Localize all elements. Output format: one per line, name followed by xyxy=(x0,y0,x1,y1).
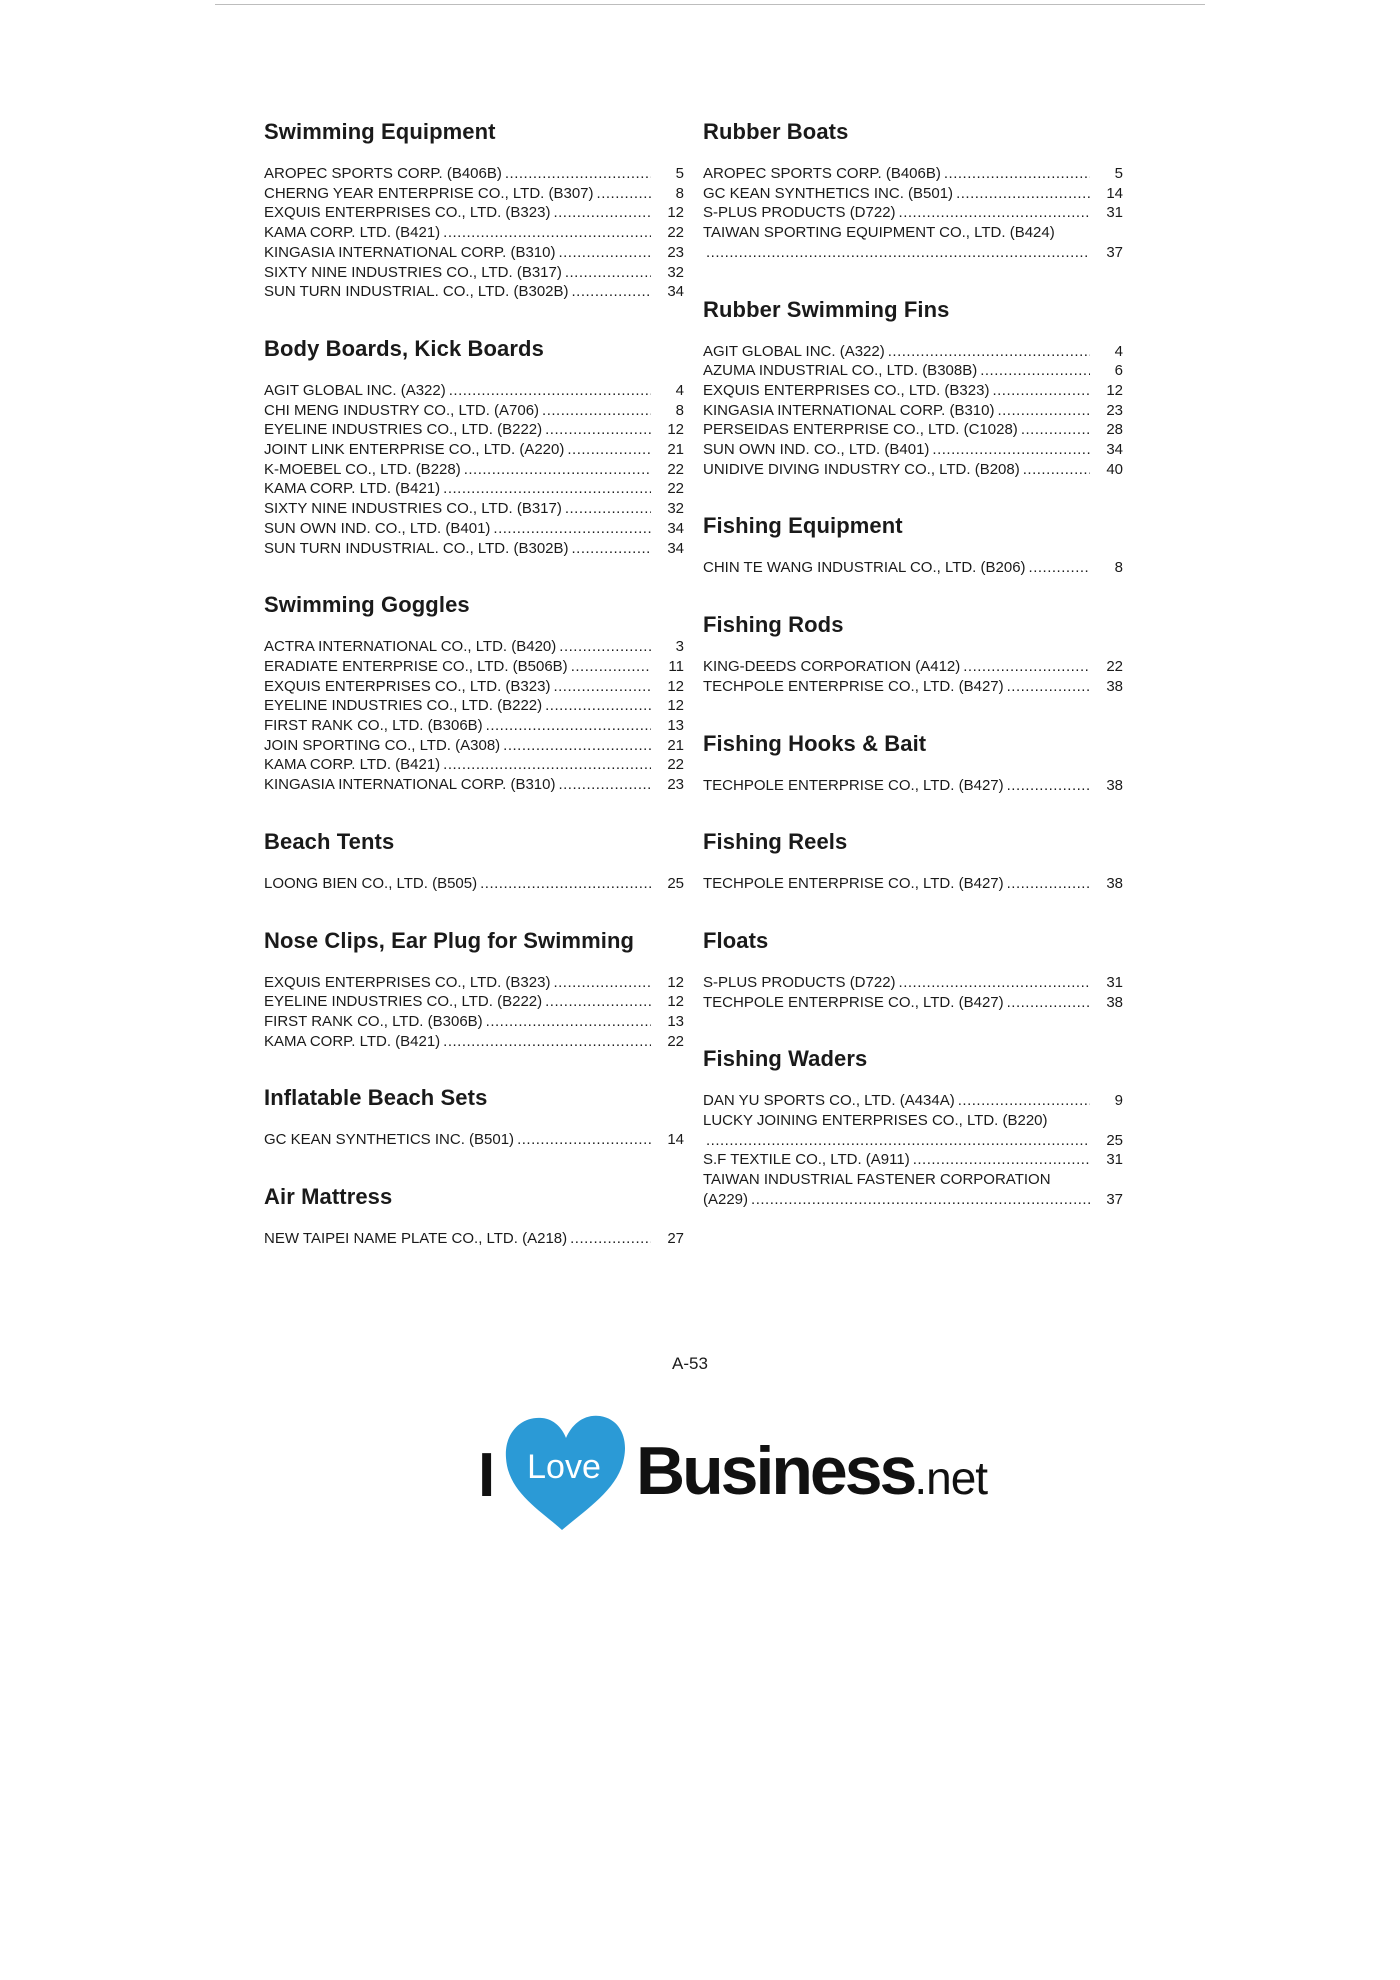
leader-dots xyxy=(486,716,651,736)
category-section xyxy=(264,828,684,894)
company-entry xyxy=(264,223,684,243)
company-entry xyxy=(264,243,684,263)
company-entry xyxy=(703,223,1123,243)
page-ref: 4 xyxy=(1114,342,1123,360)
page-ref: 25 xyxy=(667,874,684,892)
company-name: KINGASIA INTERNATIONAL CORP. (B310) xyxy=(264,776,556,794)
company-name: AGIT GLOBAL INC. (A322) xyxy=(264,381,446,399)
category-section xyxy=(703,828,1123,894)
leader-dots xyxy=(888,342,1090,362)
company-name: TECHPOLE ENTERPRISE CO., LTD. (B427) xyxy=(703,875,1004,893)
heart-icon xyxy=(500,1410,630,1535)
leader-dots xyxy=(1007,993,1090,1013)
leader-dots xyxy=(944,164,1090,184)
page-ref: 23 xyxy=(667,243,684,261)
company-entry xyxy=(703,164,1123,184)
leader-dots xyxy=(443,755,651,775)
company-name: LUCKY JOINING ENTERPRISES CO., LTD. (B220) xyxy=(703,1112,1048,1130)
category-section xyxy=(703,118,1123,263)
page-ref: 22 xyxy=(1106,658,1123,676)
leader-dots xyxy=(913,1150,1090,1170)
category-heading: Fishing Equipment xyxy=(703,513,903,539)
company-name: SUN TURN INDUSTRIAL. CO., LTD. (B302B) xyxy=(264,283,569,301)
company-name: EXQUIS ENTERPRISES CO., LTD. (B323) xyxy=(264,677,551,695)
page-ref: 12 xyxy=(667,204,684,222)
company-entry xyxy=(264,519,684,539)
category-heading: Beach Tents xyxy=(264,828,395,854)
leader-dots xyxy=(963,657,1090,677)
page-ref: 23 xyxy=(667,776,684,794)
leader-dots xyxy=(1023,460,1090,480)
company-entry xyxy=(264,381,684,401)
logo-letter-i: I xyxy=(478,1441,496,1510)
category-section xyxy=(703,611,1123,696)
company-name: KAMA CORP. LTD. (B421) xyxy=(264,756,441,774)
leader-dots xyxy=(572,282,652,302)
leader-dots xyxy=(899,203,1090,223)
page-ref: 12 xyxy=(667,421,684,439)
logo-brand-text xyxy=(636,1432,987,1510)
leader-dots xyxy=(1007,874,1090,894)
company-entry xyxy=(264,499,684,519)
category-heading: Swimming Equipment xyxy=(264,119,496,144)
company-entry xyxy=(264,479,684,499)
leader-dots xyxy=(553,203,651,223)
leader-dots xyxy=(980,361,1090,381)
leader-dots xyxy=(493,519,651,539)
company-entry xyxy=(264,716,684,736)
category-heading: Fishing Reels xyxy=(703,829,848,855)
company-entry xyxy=(264,460,684,480)
leader-dots xyxy=(565,499,651,519)
leader-dots xyxy=(572,539,652,559)
company-name: GC KEAN SYNTHETICS INC. (B501) xyxy=(264,1131,515,1149)
company-name: NEW TAIPEI NAME PLATE CO., LTD. (A218) xyxy=(264,1230,568,1248)
category-heading: Body Boards, Kick Boards xyxy=(264,335,544,361)
company-name: TECHPOLE ENTERPRISE CO., LTD. (B427) xyxy=(703,677,1004,695)
company-entry xyxy=(264,1012,684,1032)
leader-dots xyxy=(751,1190,1090,1210)
company-name: DAN YU SPORTS CO., LTD. (A434A) xyxy=(703,1092,955,1110)
leader-dots xyxy=(997,401,1090,421)
company-entry xyxy=(264,992,684,1012)
category-section xyxy=(264,927,684,1052)
logo-brand-word: Business xyxy=(636,1433,915,1509)
leader-dots xyxy=(443,479,651,499)
company-name: UNIDIVE DIVING INDUSTRY CO., LTD. (B208) xyxy=(703,460,1020,478)
page-ref: 12 xyxy=(1106,381,1123,399)
page-ref: 25 xyxy=(1106,1131,1123,1149)
page-ref: 12 xyxy=(667,677,684,695)
page-ref: 38 xyxy=(1106,677,1123,695)
category-heading: Swimming Goggles xyxy=(264,592,470,618)
company-name: EXQUIS ENTERPRISES CO., LTD. (B323) xyxy=(703,381,990,399)
leader-dots xyxy=(517,1130,651,1150)
company-entry xyxy=(703,874,1123,894)
leader-dots xyxy=(558,775,651,795)
leader-dots xyxy=(505,164,651,184)
company-name: S-PLUS PRODUCTS (D722) xyxy=(703,973,896,991)
page-ref: 12 xyxy=(667,973,684,991)
company-name: AGIT GLOBAL INC. (A322) xyxy=(703,342,885,360)
logo-tld: .net xyxy=(914,1452,988,1504)
page-ref: 12 xyxy=(667,697,684,715)
page-ref: 38 xyxy=(1106,776,1123,794)
page-ref: 6 xyxy=(1114,362,1123,380)
page-ref: 38 xyxy=(1106,875,1123,893)
company-entry xyxy=(264,973,684,993)
company-entry xyxy=(264,775,684,795)
page-ref: 22 xyxy=(667,756,684,774)
company-entry xyxy=(264,539,684,559)
leader-dots xyxy=(558,243,651,263)
company-entry xyxy=(264,1032,684,1052)
company-entry xyxy=(264,420,684,440)
company-name: AROPEC SPORTS CORP. (B406B) xyxy=(264,165,502,182)
category-heading: Fishing Hooks & Bait xyxy=(703,730,927,756)
category-heading: Rubber Swimming Fins xyxy=(703,296,950,322)
leader-dots xyxy=(932,440,1090,460)
company-entry xyxy=(264,755,684,775)
category-section xyxy=(264,335,684,558)
leader-dots xyxy=(992,381,1090,401)
page-ref: 22 xyxy=(667,460,684,478)
leader-dots xyxy=(449,381,651,401)
logo-love-text: Love xyxy=(527,1448,601,1486)
company-name: CHI MENG INDUSTRY CO., LTD. (A706) xyxy=(264,401,540,419)
category-section xyxy=(703,927,1123,1012)
page-ref: 28 xyxy=(1106,421,1123,439)
page-ref: 3 xyxy=(675,638,684,656)
leader-dots xyxy=(570,1229,651,1249)
leader-dots xyxy=(464,460,651,480)
company-entry xyxy=(703,993,1123,1013)
company-entry xyxy=(703,203,1123,223)
company-entry xyxy=(264,184,684,204)
category-section xyxy=(264,1084,684,1150)
leader-dots xyxy=(443,1032,651,1052)
company-name: KAMA CORP. LTD. (B421) xyxy=(264,1032,441,1050)
company-entry xyxy=(703,381,1123,401)
company-entry xyxy=(703,1111,1123,1131)
company-entry xyxy=(264,696,684,716)
company-entry xyxy=(264,736,684,756)
company-name: TECHPOLE ENTERPRISE CO., LTD. (B427) xyxy=(703,993,1004,1011)
company-entry xyxy=(703,342,1123,362)
company-entry xyxy=(703,677,1123,697)
company-entry xyxy=(264,1130,684,1150)
category-heading: Floats xyxy=(703,927,769,953)
company-name: K-MOEBEL CO., LTD. (B228) xyxy=(264,460,461,478)
page-ref: 27 xyxy=(667,1230,684,1248)
leader-dots xyxy=(706,1131,1090,1151)
leader-dots xyxy=(542,401,651,421)
page-ref: 4 xyxy=(675,381,684,399)
company-name: JOINT LINK ENTERPRISE CO., LTD. (A220) xyxy=(264,441,565,459)
leader-dots xyxy=(545,420,651,440)
company-name: AROPEC SPORTS CORP. (B406B) xyxy=(703,165,941,182)
leader-dots xyxy=(443,223,651,243)
company-entry xyxy=(703,1091,1123,1111)
page-ref: 13 xyxy=(667,1012,684,1030)
leader-dots xyxy=(1007,677,1090,697)
company-name: FIRST RANK CO., LTD. (B306B) xyxy=(264,1012,483,1030)
page-ref: 22 xyxy=(667,224,684,242)
page-ref: 5 xyxy=(1114,165,1123,182)
page-ref: 14 xyxy=(1106,184,1123,202)
category-heading: Fishing Waders xyxy=(703,1046,868,1072)
company-entry xyxy=(703,401,1123,421)
company-name: KINGASIA INTERNATIONAL CORP. (B310) xyxy=(264,243,556,261)
leader-dots xyxy=(553,677,651,697)
company-name: GC KEAN SYNTHETICS INC. (B501) xyxy=(703,184,954,202)
ilovebusiness-logo xyxy=(478,1410,988,1540)
company-entry xyxy=(264,637,684,657)
page-ref: 31 xyxy=(1106,204,1123,222)
company-entry xyxy=(703,558,1123,578)
page-ref: 34 xyxy=(667,519,684,537)
company-name: SUN OWN IND. CO., LTD. (B401) xyxy=(703,441,930,459)
page-ref: 37 xyxy=(1106,1190,1123,1208)
company-entry xyxy=(703,1170,1123,1190)
right-column xyxy=(703,118,1123,1243)
leader-dots xyxy=(480,874,651,894)
leader-dots xyxy=(565,263,651,283)
leader-dots xyxy=(553,973,651,993)
page-ref: 14 xyxy=(667,1131,684,1149)
leader-dots xyxy=(1007,776,1090,796)
leader-dots xyxy=(597,184,651,204)
page-ref: 32 xyxy=(667,263,684,281)
page-ref: 40 xyxy=(1106,460,1123,478)
page-ref: 37 xyxy=(1106,243,1123,261)
company-name: ACTRA INTERNATIONAL CO., LTD. (B420) xyxy=(264,638,557,656)
company-entry xyxy=(703,361,1123,381)
company-entry xyxy=(703,184,1123,204)
company-entry xyxy=(264,203,684,223)
company-entry xyxy=(264,282,684,302)
category-heading: Nose Clips, Ear Plug for Swimming xyxy=(264,927,635,953)
page-ref: 31 xyxy=(1106,973,1123,991)
company-name: SUN TURN INDUSTRIAL. CO., LTD. (B302B) xyxy=(264,539,569,557)
page-ref: 8 xyxy=(1114,559,1123,577)
company-name: EYELINE INDUSTRIES CO., LTD. (B222) xyxy=(264,697,543,715)
category-section xyxy=(703,1045,1123,1209)
page-ref: 8 xyxy=(675,401,684,419)
left-column xyxy=(264,118,684,1282)
category-section xyxy=(264,591,684,795)
company-name-continued: (A229) xyxy=(703,1190,749,1208)
company-entry xyxy=(264,1229,684,1249)
company-name: TAIWAN INDUSTRIAL FASTENER CORPORATION xyxy=(703,1171,1051,1189)
company-entry xyxy=(703,776,1123,796)
page-ref: 31 xyxy=(1106,1151,1123,1169)
company-name: KAMA CORP. LTD. (B421) xyxy=(264,224,441,242)
company-name: KING-DEEDS CORPORATION (A412) xyxy=(703,658,961,676)
leader-dots xyxy=(567,440,651,460)
company-name: SUN OWN IND. CO., LTD. (B401) xyxy=(264,519,491,537)
page-ref: 34 xyxy=(667,539,684,557)
company-name: AZUMA INDUSTRIAL CO., LTD. (B308B) xyxy=(703,362,978,380)
company-name: SIXTY NINE INDUSTRIES CO., LTD. (B317) xyxy=(264,263,562,281)
company-entry xyxy=(264,263,684,283)
page-ref: 34 xyxy=(1106,441,1123,459)
company-name: EXQUIS ENTERPRISES CO., LTD. (B323) xyxy=(264,973,551,991)
page-ref: 21 xyxy=(667,441,684,459)
company-name: PERSEIDAS ENTERPRISE CO., LTD. (C1028) xyxy=(703,421,1018,439)
company-entry xyxy=(264,164,684,184)
company-name: ERADIATE ENTERPRISE CO., LTD. (B506B) xyxy=(264,657,568,675)
page-ref: 21 xyxy=(667,736,684,754)
company-entry xyxy=(264,440,684,460)
company-entry xyxy=(703,1150,1123,1170)
page-ref: 5 xyxy=(675,165,684,182)
category-section xyxy=(264,118,684,302)
page-ref: 22 xyxy=(667,1032,684,1050)
leader-dots xyxy=(706,243,1090,263)
company-name: FIRST RANK CO., LTD. (B306B) xyxy=(264,717,483,735)
company-entry xyxy=(264,657,684,677)
page-ref: 8 xyxy=(675,184,684,202)
page-ref: 23 xyxy=(1106,401,1123,419)
page-ref: 34 xyxy=(667,283,684,301)
company-entry xyxy=(703,460,1123,480)
category-heading: Inflatable Beach Sets xyxy=(264,1085,488,1111)
company-name: KAMA CORP. LTD. (B421) xyxy=(264,480,441,498)
company-entry xyxy=(703,440,1123,460)
company-name: CHIN TE WANG INDUSTRIAL CO., LTD. (B206) xyxy=(703,559,1026,577)
leader-dots xyxy=(545,992,651,1012)
leader-dots xyxy=(571,657,651,677)
company-entry xyxy=(703,657,1123,677)
page-ref: 9 xyxy=(1114,1092,1123,1110)
page-ref: 11 xyxy=(668,657,684,675)
leader-dots xyxy=(1029,558,1090,578)
company-entry-continuation xyxy=(703,1190,1123,1210)
company-entry xyxy=(703,973,1123,993)
company-name: S-PLUS PRODUCTS (D722) xyxy=(703,204,896,222)
company-name: KINGASIA INTERNATIONAL CORP. (B310) xyxy=(703,401,995,419)
page-ref: 22 xyxy=(667,480,684,498)
company-name: S.F TEXTILE CO., LTD. (A911) xyxy=(703,1151,910,1169)
leader-dots xyxy=(958,1091,1090,1111)
category-section xyxy=(703,296,1123,480)
page-ref: 32 xyxy=(667,500,684,518)
company-name: SIXTY NINE INDUSTRIES CO., LTD. (B317) xyxy=(264,500,562,518)
page-ref: 38 xyxy=(1106,993,1123,1011)
company-name: TAIWAN SPORTING EQUIPMENT CO., LTD. (B424) xyxy=(703,224,1055,242)
leader-dots xyxy=(486,1012,651,1032)
company-name: EYELINE INDUSTRIES CO., LTD. (B222) xyxy=(264,421,543,439)
leader-dots xyxy=(956,184,1090,204)
page-ref: 13 xyxy=(667,717,684,735)
company-entry xyxy=(264,677,684,697)
company-name: CHERNG YEAR ENTERPRISE CO., LTD. (B307) xyxy=(264,184,594,202)
page-ref: 12 xyxy=(667,993,684,1011)
category-heading: Fishing Rods xyxy=(703,612,844,638)
company-name: JOIN SPORTING CO., LTD. (A308) xyxy=(264,736,501,754)
leader-dots xyxy=(1021,420,1090,440)
company-entry-continuation xyxy=(703,243,1123,263)
company-entry xyxy=(703,420,1123,440)
category-section xyxy=(703,730,1123,796)
company-name: EYELINE INDUSTRIES CO., LTD. (B222) xyxy=(264,993,543,1011)
leader-dots xyxy=(545,696,651,716)
company-entry xyxy=(264,874,684,894)
company-entry-continuation xyxy=(703,1131,1123,1151)
category-section xyxy=(703,512,1123,578)
category-heading: Rubber Boats xyxy=(703,119,849,144)
company-entry xyxy=(264,401,684,421)
company-name: LOONG BIEN CO., LTD. (B505) xyxy=(264,874,478,892)
leader-dots xyxy=(559,637,651,657)
leader-dots xyxy=(503,736,651,756)
company-name: EXQUIS ENTERPRISES CO., LTD. (B323) xyxy=(264,204,551,222)
leader-dots xyxy=(899,973,1090,993)
company-name: TECHPOLE ENTERPRISE CO., LTD. (B427) xyxy=(703,776,1004,794)
category-heading: Air Mattress xyxy=(264,1184,393,1210)
category-section xyxy=(264,1183,684,1249)
top-rule xyxy=(215,4,1205,5)
page-number: A-53 xyxy=(672,1354,708,1373)
